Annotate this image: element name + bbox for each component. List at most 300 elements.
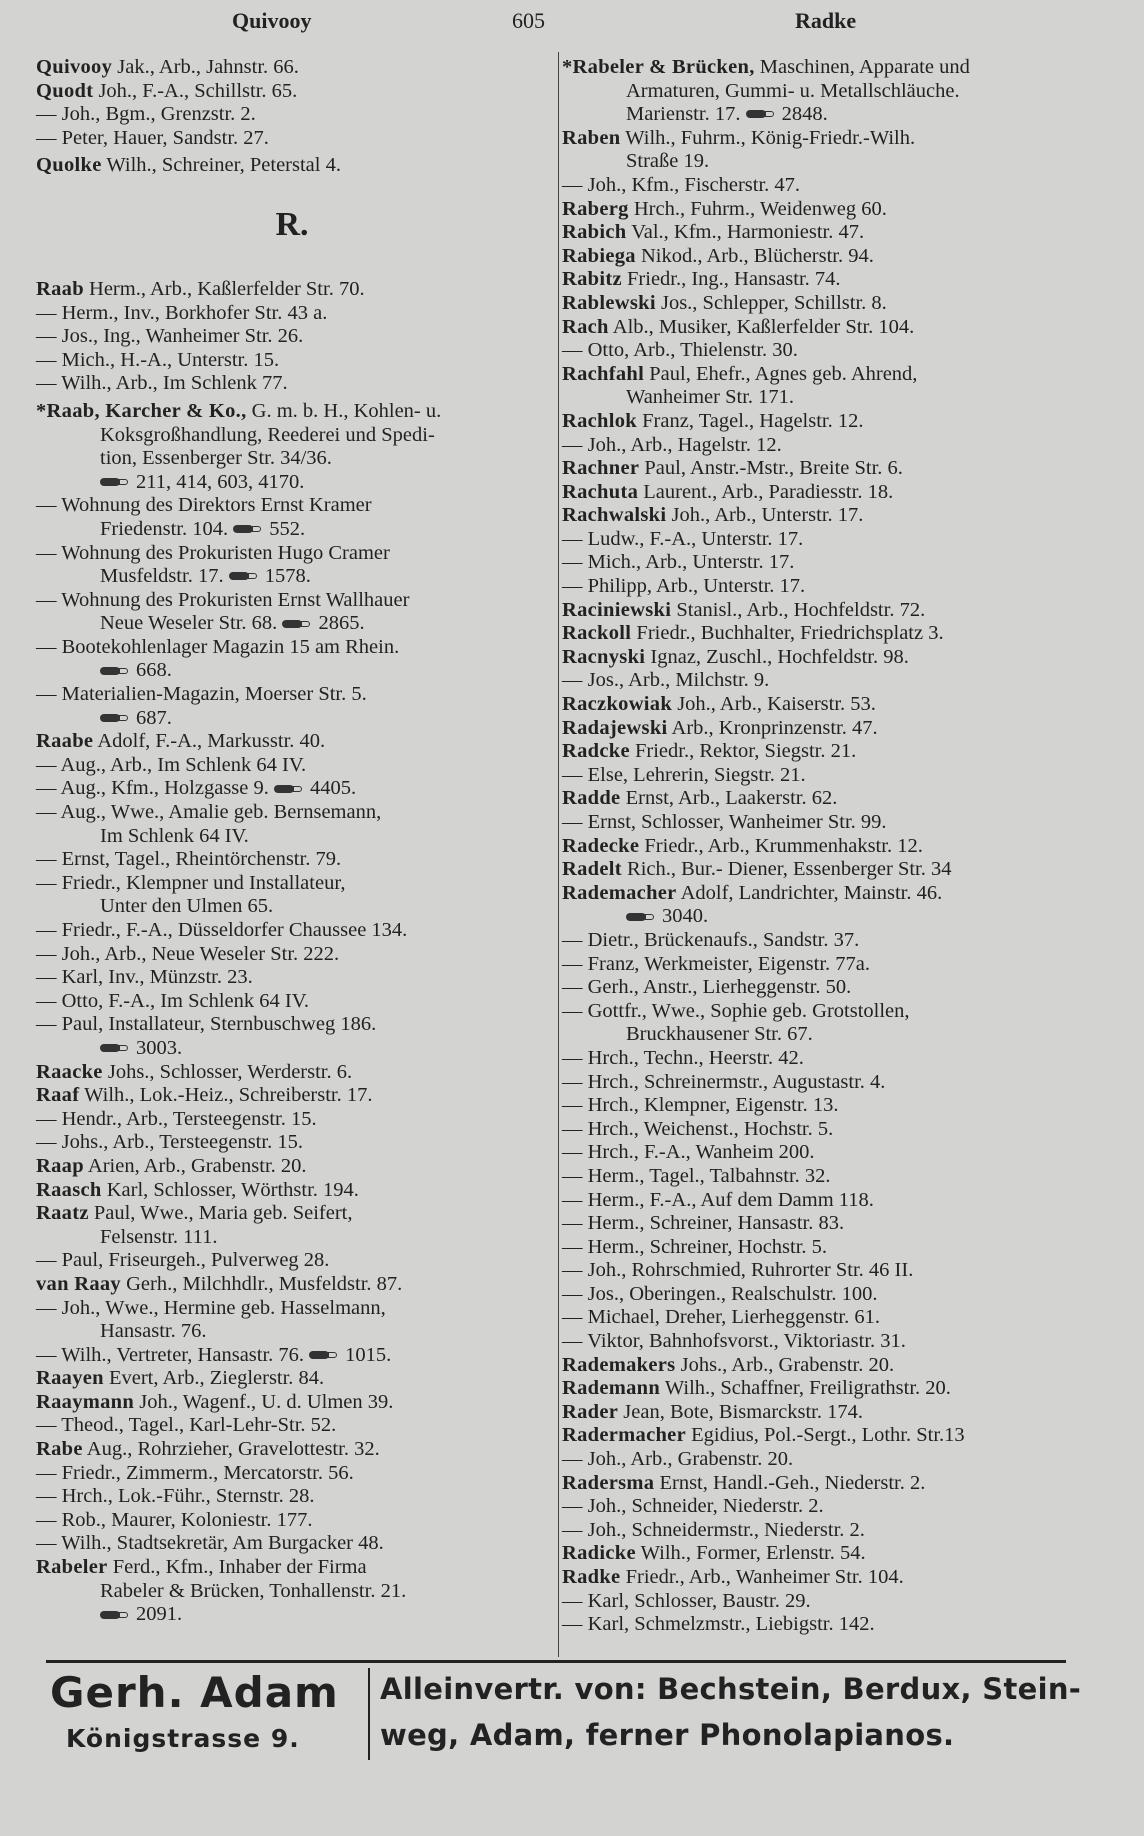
directory-entry bbox=[36, 1273, 548, 1297]
entry-text: Neue Weseler Str. 68. bbox=[100, 612, 278, 635]
telephone-number: 2091. bbox=[136, 1603, 183, 1626]
entry-text: Bruckhausener Str. 67. bbox=[626, 1023, 813, 1046]
entry-text: — Hrch., Techn., Heerstr. 42. bbox=[562, 1046, 804, 1069]
entry-text: — Rob., Maurer, Koloniestr. 177. bbox=[36, 1508, 313, 1531]
directory-entry bbox=[36, 966, 548, 990]
entry-text: Wilh., Former, Erlenstr. 54. bbox=[640, 1542, 866, 1565]
directory-entry bbox=[562, 646, 1072, 670]
directory-entry-continuation bbox=[36, 1580, 548, 1604]
entry-text: — Dietr., Brückenaufs., Sandstr. 37. bbox=[562, 928, 860, 951]
directory-entry bbox=[36, 56, 548, 80]
directory-entry-continuation bbox=[562, 1023, 1072, 1047]
entry-text: Jak., Arb., Jahnstr. 66. bbox=[117, 56, 299, 78]
telephone-icon bbox=[100, 667, 130, 675]
directory-entry bbox=[36, 1202, 548, 1226]
directory-entry bbox=[36, 1485, 548, 1509]
directory-entry bbox=[36, 302, 548, 326]
entry-surname: Raatz bbox=[36, 1202, 89, 1225]
entry-text: — Philipp, Arb., Unterstr. 17. bbox=[562, 575, 806, 598]
directory-entry bbox=[562, 1354, 1072, 1378]
entry-text: Straße 19. bbox=[626, 150, 710, 173]
directory-entry bbox=[36, 1061, 548, 1085]
entry-text: — Jos., Arb., Milchstr. 9. bbox=[562, 669, 770, 692]
entry-text: — Mich., H.-A., Unterstr. 15. bbox=[36, 348, 280, 371]
directory-entry bbox=[36, 349, 548, 373]
entry-text: Ernst, Arb., Laakerstr. 62. bbox=[625, 787, 838, 810]
entry-surname: Raayen bbox=[36, 1367, 104, 1390]
entry-surname: Radermacher bbox=[562, 1424, 686, 1447]
entry-text: Koksgroßhandlung, Reederei und Spedi- bbox=[100, 423, 435, 446]
directory-entry bbox=[36, 730, 548, 754]
column-divider bbox=[558, 52, 559, 1657]
telephone-number: 2848. bbox=[781, 103, 828, 126]
entry-surname: Rachlok bbox=[562, 409, 638, 432]
directory-entry bbox=[36, 1084, 548, 1108]
entry-text: — Herm., Schreiner, Hochstr. 5. bbox=[562, 1235, 828, 1258]
directory-entry bbox=[36, 1297, 548, 1321]
directory-entry-continuation bbox=[36, 1320, 548, 1344]
entry-text: — Joh., Schneidermstr., Niederstr. 2. bbox=[562, 1518, 865, 1541]
directory-entry bbox=[562, 1472, 1072, 1496]
directory-entry bbox=[36, 542, 548, 566]
directory-entry-continuation bbox=[36, 1226, 548, 1250]
directory-entry-continuation bbox=[36, 707, 548, 731]
directory-entry bbox=[562, 1330, 1072, 1354]
entry-text: — Hrch., Schreinermstr., Augustastr. 4. bbox=[562, 1070, 886, 1093]
page-number: 605 bbox=[512, 8, 545, 33]
entry-surname: Rachfahl bbox=[562, 362, 645, 385]
directory-entry bbox=[562, 1424, 1072, 1448]
entry-surname: Rademacher bbox=[562, 881, 677, 904]
entry-surname: Racnyski bbox=[562, 645, 646, 668]
directory-entry bbox=[562, 1259, 1072, 1283]
telephone-icon bbox=[100, 478, 130, 486]
advertisement-address: Königstrasse 9. bbox=[66, 1724, 300, 1753]
telephone-number: 1015. bbox=[345, 1343, 392, 1366]
entry-surname: Radke bbox=[562, 1566, 621, 1588]
entry-text: — Gerh., Anstr., Lierheggenstr. 50. bbox=[562, 976, 852, 999]
directory-entry bbox=[36, 1249, 548, 1273]
entry-text: Val., Kfm., Harmoniestr. 47. bbox=[631, 221, 865, 244]
entry-surname: *Raab, Karcher & Ko., bbox=[36, 399, 247, 422]
telephone-number: 687. bbox=[136, 706, 172, 729]
entry-text: — Peter, Hauer, Sandstr. 27. bbox=[36, 126, 269, 149]
entry-text: Laurent., Arb., Paradiesstr. 18. bbox=[643, 480, 894, 503]
entry-surname: Quolke bbox=[36, 154, 102, 177]
entry-text: G. m. b. H., Kohlen- u. bbox=[251, 399, 442, 422]
entry-text: Evert, Arb., Zieglerstr. 84. bbox=[108, 1367, 325, 1390]
entry-text: — Hrch., Klempner, Eigenstr. 13. bbox=[562, 1094, 839, 1117]
entry-text: — Materialien-Magazin, Moerser Str. 5. bbox=[36, 683, 367, 706]
directory-entry bbox=[36, 683, 548, 707]
entry-text: Musfeldstr. 17. bbox=[100, 565, 224, 588]
directory-entry bbox=[562, 481, 1072, 505]
directory-entry bbox=[36, 919, 548, 943]
running-head-right: Radke bbox=[795, 8, 857, 33]
entry-text: — Jos., Oberingen., Realschulstr. 100. bbox=[562, 1282, 878, 1305]
entry-surname: Raab bbox=[36, 277, 84, 300]
directory-entry bbox=[562, 174, 1072, 198]
telephone-icon bbox=[282, 620, 312, 628]
directory-entry bbox=[36, 990, 548, 1014]
entry-text: Paul, Wwe., Maria geb. Seifert, bbox=[93, 1202, 353, 1225]
entry-surname: Raap bbox=[36, 1154, 84, 1177]
telephone-number: 1578. bbox=[264, 565, 311, 588]
entry-surname: Rabe bbox=[36, 1438, 83, 1461]
directory-entry bbox=[562, 811, 1072, 835]
entry-surname: Rachuta bbox=[562, 480, 639, 503]
directory-entry bbox=[36, 127, 548, 151]
directory-entry bbox=[562, 764, 1072, 788]
directory-entry bbox=[562, 953, 1072, 977]
telephone-number: 2865. bbox=[318, 612, 365, 635]
entry-surname: Rablewski bbox=[562, 291, 656, 314]
entry-text: — Johs., Arb., Tersteegenstr. 15. bbox=[36, 1131, 303, 1154]
entry-text: — Karl, Inv., Münzstr. 23. bbox=[36, 966, 253, 989]
entry-text: — Wilh., Arb., Im Schlenk 77. bbox=[36, 372, 288, 395]
directory-entry bbox=[562, 1283, 1072, 1307]
telephone-number: 3040. bbox=[662, 905, 709, 928]
entry-surname: Radelt bbox=[562, 858, 622, 881]
entry-text: tion, Essenberger Str. 34/36. bbox=[100, 447, 332, 470]
entry-text: Ignaz, Zuschl., Hochfeldstr. 98. bbox=[650, 645, 909, 668]
entry-surname: Rachwalski bbox=[562, 504, 667, 527]
directory-entry-continuation bbox=[562, 103, 1072, 127]
directory-entry-continuation bbox=[36, 895, 548, 919]
directory-entry bbox=[36, 1532, 548, 1556]
directory-entry bbox=[562, 504, 1072, 528]
entry-text: Friedr., Arb., Krummenhakstr. 12. bbox=[644, 834, 923, 857]
directory-entry-continuation bbox=[36, 447, 548, 471]
directory-entry bbox=[36, 372, 548, 396]
directory-entry bbox=[562, 434, 1072, 458]
entry-text: — Herm., Tagel., Talbahnstr. 32. bbox=[562, 1164, 831, 1187]
left-column bbox=[36, 56, 548, 1627]
entry-surname: Radcke bbox=[562, 740, 630, 763]
directory-entry bbox=[36, 1344, 548, 1368]
entry-text: — Wilh., Vertreter, Hansastr. 76. bbox=[36, 1343, 305, 1366]
directory-entry-continuation bbox=[36, 518, 548, 542]
entry-text: Wilh., Lok.-Heiz., Schreiberstr. 17. bbox=[84, 1084, 373, 1107]
entry-text: Friedr., Arb., Wanheimer Str. 104. bbox=[625, 1566, 904, 1588]
directory-entry bbox=[36, 1509, 548, 1533]
entry-surname: Rabeler bbox=[36, 1556, 108, 1579]
directory-entry bbox=[36, 848, 548, 872]
entry-text: — Wohnung des Prokuristen Hugo Cramer bbox=[36, 541, 390, 564]
directory-entry bbox=[36, 1108, 548, 1132]
entry-text: Arien, Arb., Grabenstr. 20. bbox=[87, 1154, 307, 1177]
entry-text: Rabeler & Brücken, Tonhallenstr. 21. bbox=[100, 1579, 407, 1602]
entry-surname: Raabe bbox=[36, 730, 94, 753]
directory-entry bbox=[562, 1141, 1072, 1165]
entry-surname: Rademakers bbox=[562, 1353, 676, 1376]
entry-text: — Joh., Schneider, Niederstr. 2. bbox=[562, 1495, 824, 1518]
directory-entry bbox=[36, 278, 548, 302]
entry-text: Adolf, F.-A., Markusstr. 40. bbox=[97, 730, 326, 753]
entry-text: Marienstr. 17. bbox=[626, 103, 741, 126]
directory-entry-continuation bbox=[562, 80, 1072, 104]
entry-text: Aug., Rohrzieher, Gravelottestr. 32. bbox=[86, 1438, 380, 1461]
entry-text: — Joh., Wwe., Hermine geb. Hasselmann, bbox=[36, 1296, 386, 1319]
directory-entry bbox=[36, 872, 548, 896]
directory-entry bbox=[562, 528, 1072, 552]
directory-entry bbox=[562, 976, 1072, 1000]
entry-surname: Radecke bbox=[562, 834, 640, 857]
directory-entry bbox=[36, 1013, 548, 1037]
directory-entry bbox=[562, 1542, 1072, 1566]
directory-entry bbox=[562, 410, 1072, 434]
entry-text: — Aug., Kfm., Holzgasse 9. bbox=[36, 777, 269, 800]
entry-surname: Raczkowiak bbox=[562, 693, 673, 716]
entry-surname: Radajewski bbox=[562, 716, 668, 739]
directory-entry bbox=[562, 1566, 1072, 1590]
entry-text: Herm., Arb., Kaßlerfelder Str. 70. bbox=[89, 277, 365, 300]
entry-surname: Rader bbox=[562, 1400, 619, 1423]
entry-surname: Quivooy bbox=[36, 56, 113, 78]
entry-text: — Joh., Rohrschmied, Ruhrorter Str. 46 II. bbox=[562, 1259, 914, 1282]
entry-text: Wilh., Schreiner, Peterstal 4. bbox=[106, 154, 341, 177]
directory-entry bbox=[36, 636, 548, 660]
entry-surname: Rabiega bbox=[562, 244, 636, 267]
entry-text: Friedenstr. 104. bbox=[100, 517, 229, 540]
entry-surname: Rachner bbox=[562, 457, 640, 480]
directory-entry bbox=[36, 325, 548, 349]
telephone-icon bbox=[746, 110, 776, 118]
entry-text: Hrch., Fuhrm., Weidenweg 60. bbox=[633, 197, 887, 220]
entry-text: Jean, Bote, Bismarckstr. 174. bbox=[623, 1400, 863, 1423]
entry-text: — Wohnung des Prokuristen Ernst Wallhauer bbox=[36, 588, 410, 611]
directory-entry bbox=[36, 801, 548, 825]
entry-text: Joh., Arb., Kaiserstr. 53. bbox=[677, 693, 876, 716]
directory-entry bbox=[562, 56, 1072, 80]
entry-surname: Rademann bbox=[562, 1377, 661, 1400]
entry-text: Johs., Arb., Grabenstr. 20. bbox=[680, 1353, 895, 1376]
entry-surname: Raaf bbox=[36, 1084, 80, 1107]
directory-entry bbox=[562, 198, 1072, 222]
directory-entry bbox=[36, 1462, 548, 1486]
entry-text: — Karl, Schmelzmstr., Liebigstr. 142. bbox=[562, 1613, 875, 1636]
directory-entry bbox=[562, 1071, 1072, 1095]
entry-text: — Jos., Ing., Wanheimer Str. 26. bbox=[36, 325, 304, 348]
advertisement-separator bbox=[368, 1668, 370, 1760]
running-head-left: Quivooy bbox=[232, 8, 312, 33]
entry-text: Felsenstr. 111. bbox=[100, 1225, 218, 1248]
directory-entry bbox=[36, 754, 548, 778]
telephone-icon bbox=[274, 785, 304, 793]
telephone-number: 668. bbox=[136, 659, 172, 682]
entry-surname: Quodt bbox=[36, 79, 94, 102]
entry-text: Paul, Ehefr., Agnes geb. Ahrend, bbox=[649, 362, 918, 385]
entry-text: — Herm., Inv., Borkhofer Str. 43 a. bbox=[36, 301, 328, 324]
entry-text: — Ernst, Tagel., Rheintörchenstr. 79. bbox=[36, 848, 342, 871]
entry-surname: Raciniewski bbox=[562, 598, 672, 621]
directory-entry bbox=[562, 127, 1072, 151]
entry-text: — Ernst, Schlosser, Wanheimer Str. 99. bbox=[562, 811, 887, 833]
entry-text: Hansastr. 76. bbox=[100, 1320, 207, 1343]
entry-text: — Theod., Tagel., Karl-Lehr-Str. 52. bbox=[36, 1414, 337, 1437]
telephone-number: 552. bbox=[269, 517, 306, 540]
entry-text: Alb., Musiker, Kaßlerfelder Str. 104. bbox=[612, 315, 915, 338]
entry-text: — Ludw., F.-A., Unterstr. 17. bbox=[562, 527, 804, 550]
entry-text: — Gottfr., Wwe., Sophie geb. Grotstollen, bbox=[562, 999, 910, 1022]
entry-text: Wilh., Fuhrm., König-Friedr.-Wilh. bbox=[625, 126, 916, 149]
directory-entry bbox=[562, 1590, 1072, 1614]
directory-entry bbox=[562, 221, 1072, 245]
entry-text: — Paul, Friseurgeh., Pulverweg 28. bbox=[36, 1249, 330, 1272]
entry-text: Wilh., Schaffner, Freiligrathstr. 20. bbox=[664, 1377, 951, 1400]
entry-text: Joh., Arb., Unterstr. 17. bbox=[671, 504, 864, 527]
directory-entry bbox=[562, 1047, 1072, 1071]
directory-entry bbox=[562, 292, 1072, 316]
directory-entry bbox=[562, 1212, 1072, 1236]
entry-surname: Rach bbox=[562, 315, 609, 338]
directory-entry bbox=[562, 1401, 1072, 1425]
entry-surname: Raben bbox=[562, 126, 621, 149]
directory-entry bbox=[562, 1000, 1072, 1024]
entry-surname: van Raay bbox=[36, 1272, 121, 1295]
entry-text: Ferd., Kfm., Inhaber der Firma bbox=[112, 1556, 367, 1579]
directory-entry bbox=[562, 1094, 1072, 1118]
entry-text: — Hendr., Arb., Tersteegenstr. 15. bbox=[36, 1107, 317, 1130]
section-letter-heading: R. bbox=[275, 205, 309, 243]
entry-text: Rich., Bur.- Diener, Essenberger Str. 34 bbox=[627, 858, 952, 881]
telephone-icon bbox=[229, 572, 259, 580]
telephone-number: 3003. bbox=[136, 1036, 183, 1059]
entry-text: — Otto, F.-A., Im Schlenk 64 IV. bbox=[36, 989, 310, 1012]
entry-surname: Raasch bbox=[36, 1178, 102, 1201]
entry-text: Friedr., Rektor, Siegstr. 21. bbox=[634, 740, 857, 763]
entry-text: Friedr., Buchhalter, Friedrichsplatz 3. bbox=[636, 622, 944, 645]
entry-text: Unter den Ulmen 65. bbox=[100, 895, 274, 918]
entry-surname: Rabich bbox=[562, 221, 627, 244]
entry-text: Ernst, Handl.-Geh., Niederstr. 2. bbox=[659, 1471, 926, 1494]
directory-entry bbox=[562, 339, 1072, 363]
entry-surname: Rackoll bbox=[562, 622, 632, 645]
entry-text: — Wohnung des Direktors Ernst Kramer bbox=[36, 494, 372, 517]
entry-text: Arb., Kronprinzenstr. 47. bbox=[671, 716, 878, 739]
directory-entry bbox=[36, 154, 548, 178]
entry-text: — Else, Lehrerin, Siegstr. 21. bbox=[562, 763, 806, 786]
directory-entry bbox=[562, 575, 1072, 599]
entry-surname: Radicke bbox=[562, 1542, 636, 1565]
entry-text: — Hrch., F.-A., Wanheim 200. bbox=[562, 1141, 815, 1164]
directory-entry bbox=[36, 943, 548, 967]
entry-text: — Michael, Dreher, Lierheggenstr. 61. bbox=[562, 1306, 880, 1329]
telephone-icon bbox=[100, 714, 130, 722]
entry-text: — Mich., Arb., Unterstr. 17. bbox=[562, 551, 795, 574]
directory-entry bbox=[562, 1236, 1072, 1260]
entry-text: Gerh., Milchhdlr., Musfeldstr. 87. bbox=[126, 1272, 403, 1295]
directory-entry bbox=[36, 777, 548, 801]
entry-text: — Aug., Arb., Im Schlenk 64 IV. bbox=[36, 753, 307, 776]
entry-text: — Franz, Werkmeister, Eigenstr. 77a. bbox=[562, 952, 870, 975]
directory-entry bbox=[562, 268, 1072, 292]
entry-text: Adolf, Landrichter, Mainstr. 46. bbox=[680, 881, 943, 904]
directory-entry bbox=[562, 1495, 1072, 1519]
directory-entry bbox=[36, 1155, 548, 1179]
entry-text: — Herm., Schreiner, Hansastr. 83. bbox=[562, 1212, 845, 1235]
entry-text: Armaturen, Gummi- u. Metallschläuche. bbox=[626, 79, 960, 102]
entry-text: — Otto, Arb., Thielenstr. 30. bbox=[562, 339, 798, 362]
entry-text: — Hrch., Weichenst., Hochstr. 5. bbox=[562, 1117, 834, 1140]
directory-entry bbox=[562, 245, 1072, 269]
directory-entry bbox=[36, 103, 548, 127]
directory-entry bbox=[562, 929, 1072, 953]
telephone-number: 211, 414, 603, 4170. bbox=[136, 470, 305, 493]
directory-entry bbox=[36, 1414, 548, 1438]
directory-entry bbox=[562, 1377, 1072, 1401]
directory-entry bbox=[562, 551, 1072, 575]
entry-text: — Herm., F.-A., Auf dem Damm 118. bbox=[562, 1188, 874, 1211]
entry-text: Johs., Schlosser, Werderstr. 6. bbox=[107, 1060, 353, 1083]
directory-entry bbox=[36, 80, 548, 104]
entry-surname: Radde bbox=[562, 787, 621, 810]
directory-entry bbox=[562, 693, 1072, 717]
directory-entry bbox=[562, 740, 1072, 764]
directory-entry bbox=[36, 494, 548, 518]
entry-text: — Karl, Schlosser, Baustr. 29. bbox=[562, 1589, 811, 1612]
entry-text: — Wilh., Stadtsekretär, Am Burgacker 48. bbox=[36, 1532, 384, 1555]
advertisement-rule bbox=[46, 1660, 1066, 1663]
directory-entry bbox=[562, 1165, 1072, 1189]
directory-entry bbox=[562, 787, 1072, 811]
entry-text: — Joh., Arb., Hagelstr. 12. bbox=[562, 433, 782, 456]
advertisement-text-line: weg, Adam, ferner Phonolapianos. bbox=[380, 1718, 955, 1752]
entry-surname: *Rabeler & Brücken, bbox=[562, 56, 755, 78]
entry-text: — Friedr., F.-A., Düsseldorfer Chaussee 134. bbox=[36, 919, 408, 941]
directory-entry bbox=[562, 1448, 1072, 1472]
entry-text: Egidius, Pol.-Sergt., Lothr. Str.13 bbox=[691, 1424, 965, 1447]
directory-entry bbox=[36, 1179, 548, 1203]
directory-entry bbox=[562, 835, 1072, 859]
entry-surname: Raacke bbox=[36, 1060, 103, 1083]
directory-entry bbox=[562, 363, 1072, 387]
entry-text: — Joh., Kfm., Fischerstr. 47. bbox=[562, 173, 801, 196]
directory-entry bbox=[562, 1613, 1072, 1637]
directory-entry bbox=[562, 669, 1072, 693]
directory-entry bbox=[562, 717, 1072, 741]
entry-text: Im Schlenk 64 IV. bbox=[100, 824, 249, 847]
entry-surname: Rabitz bbox=[562, 268, 622, 291]
directory-entry bbox=[36, 1131, 548, 1155]
entry-text: Jos., Schlepper, Schillstr. 8. bbox=[660, 291, 887, 314]
entry-text: Franz, Tagel., Hagelstr. 12. bbox=[642, 409, 864, 432]
directory-entry bbox=[36, 1391, 548, 1415]
directory-entry bbox=[562, 1306, 1072, 1330]
telephone-icon bbox=[100, 1611, 130, 1619]
entry-text: Friedr., Ing., Hansastr. 74. bbox=[627, 268, 841, 291]
directory-entry bbox=[36, 1556, 548, 1580]
directory-entry bbox=[562, 882, 1072, 906]
entry-surname: Radersma bbox=[562, 1471, 655, 1494]
entry-text: Stanisl., Arb., Hochfeldstr. 72. bbox=[676, 598, 926, 621]
entry-text: — Joh., Arb., Grabenstr. 20. bbox=[562, 1448, 794, 1471]
directory-entry bbox=[562, 1118, 1072, 1142]
entry-text: Maschinen, Apparate und bbox=[759, 56, 970, 78]
entry-text: Paul, Anstr.-Mstr., Breite Str. 6. bbox=[644, 457, 903, 480]
entry-text: — Joh., Arb., Neue Weseler Str. 222. bbox=[36, 942, 340, 965]
entry-text: Joh., Wagenf., U. d. Ulmen 39. bbox=[139, 1390, 394, 1413]
telephone-icon bbox=[100, 1044, 130, 1052]
directory-entry-continuation bbox=[36, 424, 548, 448]
directory-entry-continuation bbox=[562, 150, 1072, 174]
directory-entry bbox=[562, 1519, 1072, 1543]
entry-text: Joh., F.-A., Schillstr. 65. bbox=[98, 79, 298, 102]
directory-entry-continuation bbox=[36, 659, 548, 683]
directory-entry-continuation bbox=[36, 825, 548, 849]
directory-entry-continuation bbox=[36, 1603, 548, 1627]
entry-surname: Raaymann bbox=[36, 1390, 135, 1413]
